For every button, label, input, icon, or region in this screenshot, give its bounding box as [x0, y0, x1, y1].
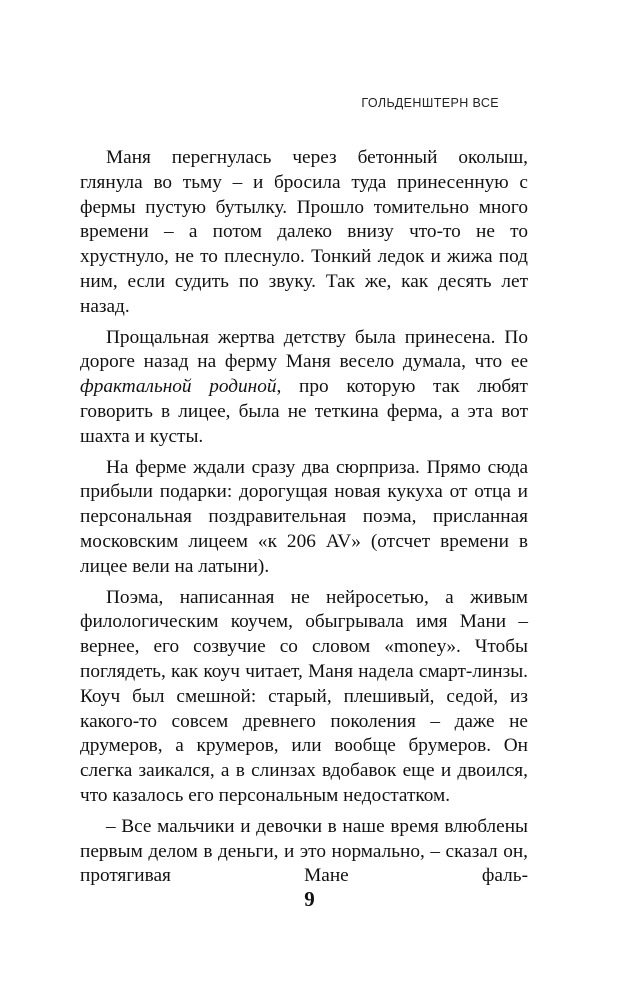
body-text	[80, 146, 528, 895]
paragraph-2	[80, 326, 528, 450]
paragraph-2-start: Прощальная жертва детству была принесена. По дороге назад на ферму Маня весело думала, что ее	[80, 326, 528, 373]
paragraph-4: Поэма, написанная не нейросетью, а живым филологическим коучем, обыгрывала имя Мани – вернее, его созвучие со словом «money». Чтобы поглядеть, как коуч читает, Маня надела смарт-линзы. Коуч был смешной: старый, плешивый, седой, из какого-то совсем древнего поколения – даже не друмеров, а крумеров, или вообще брумеров. Он слегка заикался, а в слинзах вдобавок еще и двоился, что казалось его персональным недостатком.	[80, 586, 528, 806]
paragraph-3: На ферме ждали сразу два сюрприза. Прямо сюда прибыли подарки: дорогущая новая кукуха от отца и персональная поздравительная поэма, присланная московским лицеем «к 206 AV» (отсчет времени в лицее вели на латыни).	[80, 456, 528, 577]
page-number: 9	[304, 887, 315, 911]
running-header: ГОЛЬДЕНШТЕРН ВСЕ	[361, 96, 499, 110]
paragraph-2-end: , про которую так любят говорить в лицее, была не теткина ферма, а эта вот шахта и кусты.	[80, 376, 528, 447]
paragraph-1: Маня перегнулась через бетонный околыш, глянула во тьму – и бросила туда принесенную с фермы пустую бутылку. Прошло томительно много времени – а потом далеко внизу что-то не то хрустнуло, не то плеснуло. Тонкий ледок и жижа под ним, если судить по звуку. Так же, как десять лет назад.	[80, 147, 528, 317]
italic-phrase: фрактальной родиной	[80, 376, 277, 398]
paragraph-5: – Все мальчики и девочки в наше время влюблены первым делом в деньги, и это нормально, – сказал он, протягивая Мане фаль-	[80, 815, 528, 887]
